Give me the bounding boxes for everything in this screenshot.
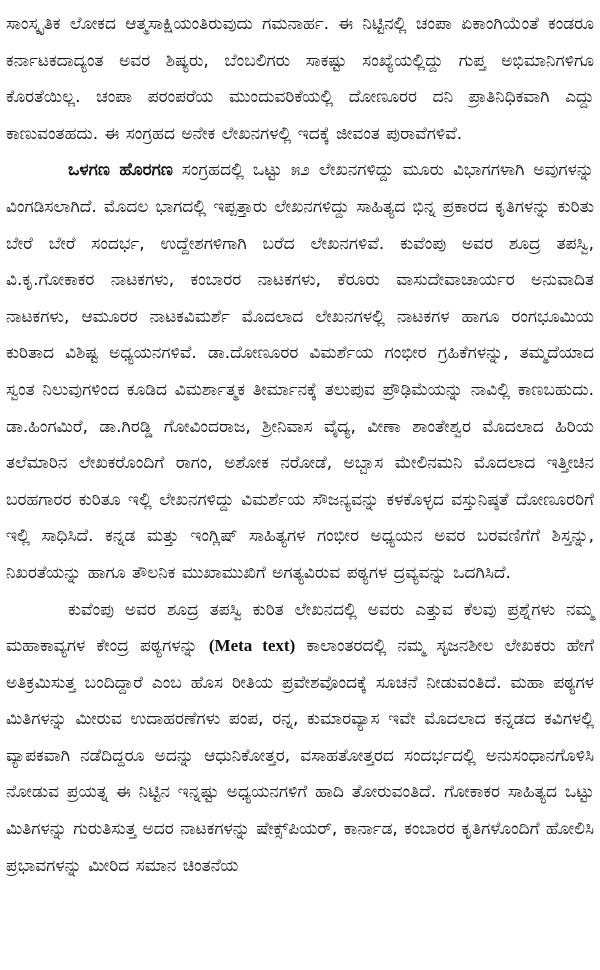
paragraph-3-text-end: ಕಾಲಾಂತರದಲ್ಲಿ ನಮ್ಮ ಸೃಜನಶೀಲ ಲೇಖಕರು ಹೇಗೆ ಅತಿಕ್ರಮಿಸುತ್ತ ಬಂದಿದ್ದಾರೆ ಎಂಬ ಹೊಸ ರೀತಿಯ ಪ್ರವೇಶವೊಂದಕ್ಕೆ ಸೂಚನೆ ನೀಡುವಂತಿದೆ. ಮಹಾ ಪಠ್ಯಗಳ ಮಿತಿಗಳನ್ನು ಮೀರುವ ಉದಾಹರಣೆಗಳು ಪಂಪ, ರನ್ನ, ಕುಮಾರವ್ಯಾಸ ಇವೇ ಮೊದಲಾದ ಕನ್ನಡದ ಕವಿಗಳಲ್ಲಿ ವ್ಯಾಪಕವಾಗಿ ನಡೆದಿದ್ದರೂ ಅದನ್ನು ಆಧುನಿಕೋತ್ತರ, ವಸಾಹತೋತ್ತರದ ಸಂದರ್ಭದಲ್ಲಿ ಅನುಸಂಧಾನಗೊಳಿಸಿ ನೋಡುವ ಪ್ರಯತ್ನ ಈ ನಿಟ್ಟಿನ ಇನ್ನಷ್ಟು ಅಧ್ಯಯನಗಳಿಗೆ ಹಾದಿ ತೋರುವಂತಿದೆ. ಗೋಕಾಕರ ಸಾಹಿತ್ಯದ ಒಟ್ಟು ಮಿತಿಗಳನ್ನು ಗುರುತಿಸುತ್ತ ಅದರ ನಾಟಕಗಳನ್ನು ಷೇಕ್ಸ್‌ಪಿಯರ್, ಕಾರ್ನಾಡ, ಕಂಬಾರರ ಕೃತಿಗಳೊಂದಿಗೆ ಹೋಲಿಸಿ ಪ್ರಭಾವಗಳನ್ನು ಮೀರಿದ ಸಮಾನ ಚಿಂತನೆಯ xyxy=(6,636,594,876)
book-title-reference: ಒಳಗಣ ಹೊರಗಣ xyxy=(68,160,173,181)
paragraph-1-text: ಸಾಂಸ್ಕೃತಿಕ ಲೋಕದ ಆತ್ಮಸಾಕ್ಷಿಯಂತಿರುವುದು ಗಮನಾರ್ಹ. ಈ ನಿಟ್ಟಿನಲ್ಲಿ ಚಂಪಾ ಏಕಾಂಗಿಯೆಂತೆ ಕಂಡರೂ ಕರ್ನಾಟಕದಾದ್ಯಂತ ಅವರ ಶಿಷ್ಯರು, ಬೆಂಬಲಿಗರು ಸಾಕಷ್ಟು ಸಂಖ್ಯೆಯಲ್ಲಿದ್ದು ಗುಪ್ತ ಅಭಿಮಾನಿಗಳಿಗೂ ಕೊರತೆಯಿಲ್ಲ. ಚಂಪಾ ಪರಂಪರೆಯ ಮುಂದುವರಿಕೆಯಲ್ಲಿ ದೋಣೂರರ ದನಿ ಪ್ರಾತಿನಿಧಿಕವಾಗಿ ಎದ್ದು ಕಾಣುವಂತಹದು. ಈ ಸಂಗ್ರಹದ ಅನೇಕ ಲೇಖನಗಳಲ್ಲಿ ಇದಕ್ಕೆ ಜೀವಂತ ಪುರಾವೆಗಳಿವೆ. xyxy=(6,14,594,144)
paragraph-2 xyxy=(6,152,594,591)
paragraph-3 xyxy=(6,592,594,885)
paragraph-3-text-start: ಕುವೆಂಪು ಅವರ ಶೂದ್ರ ತಪಸ್ವಿ ಕುರಿತ ಲೇಖನದಲ್ಲಿ ಅವರು ಎತ್ತುವ ಕೆಲವು ಪ್ರಶ್ನೆಗಳು ನಮ್ಮ ಮಹಾಕಾವ್ಯಗಳ ಕೇಂದ್ರ ಪಠ್ಯಗಳನ್ನು xyxy=(6,599,594,657)
paragraph-1 xyxy=(6,6,594,152)
meta-text-term: (Meta text) xyxy=(208,636,296,656)
paragraph-2-text: ಸಂಗ್ರಹದಲ್ಲಿ ಒಟ್ಟು ೫೨ ಲೇಖನಗಳಿದ್ದು ಮೂರು ವಿಭಾಗಗಳಾಗಿ ಅವುಗಳನ್ನು ವಿಂಗಡಿಸಲಾಗಿದೆ. ಮೊದಲ ಭಾಗದಲ್ಲಿ ಇಪ್ಪತ್ತಾರು ಲೇಖನಗಳಿದ್ದು ಸಾಹಿತ್ಯದ ಭಿನ್ನ ಪ್ರಕಾರದ ಕೃತಿಗಳನ್ನು ಕುರಿತು ಬೇರೆ ಬೇರೆ ಸಂದರ್ಭ, ಉದ್ದೇಶಗಳಿಗಾಗಿ ಬರೆದ ಲೇಖನಗಳಿವೆ. ಕುವೆಂಪು ಅವರ ಶೂದ್ರ ತಪಸ್ವಿ, ವಿ.ಕೃ.ಗೋಕಾಕರ ನಾಟಕಗಳು, ಕಂಬಾರರ ನಾಟಕಗಳು, ಕೆರೂರು ವಾಸುದೇವಾಚಾರ್ಯರ ಅನುವಾದಿತ ನಾಟಕಗಳು, ಆಮೂರರ ನಾಟಕವಿಮರ್ಶೆ ಮೊದಲಾದ ಲೇಖನಗಳಲ್ಲಿ ನಾಟಕಗಳ ಹಾಗೂ ರಂಗಭೂಮಿಯ ಕುರಿತಾದ ವಿಶಿಷ್ಟ ಅಧ್ಯಯನಗಳಿವೆ. ಡಾ.ದೋಣೂರರ ವಿಮರ್ಶೆಯ ಗಂಭೀರ ಗ್ರಹಿಕೆಗಳನ್ನು, ತಮ್ಮದೆಯಾದ ಸ್ವಂತ ನಿಲುವುಗಳಿಂದ ಕೂಡಿದ ವಿಮರ್ಶಾತ್ಮಕ ತೀರ್ಮಾನಕ್ಕೆ ತಲುಪುವ ಪ್ರೌಢಿಮೆಯನ್ನು ನಾವಿಲ್ಲಿ ಕಾಣಬಹುದು. ಡಾ.ಹಿಂಗಮಿರೆ, ಡಾ.ಗಿರಡ್ಡಿ ಗೋವಿಂದರಾಜ, ಶ್ರೀನಿವಾಸ ವೈದ್ಯ, ವೀಣಾ ಶಾಂತೇಶ್ವರ ಮೊದಲಾದ ಹಿರಿಯ ತಲೆಮಾರಿನ ಲೇಖಕರೊಂದಿಗೆ ರಾಗಂ, ಅಶೋಕ ನರೋಡೆ, ಅಬ್ಬಾಸ ಮೇಲಿನಮನಿ ಮೊದಲಾದ ಇತ್ತೀಚಿನ ಬರಹಗಾರರ ಕುರಿತೂ ಇಲ್ಲಿ ಲೇಖನಗಳಿದ್ದು ವಿಮರ್ಶೆಯ ಸೌಜನ್ಯವನ್ನು ಕಳಕೊಳ್ಳದ ವಸ್ತುನಿಷ್ಠತೆ ದೋಣೂರರಿಗೆ ಇಲ್ಲಿ ಸಾಧಿಸಿದೆ. ಕನ್ನಡ ಮತ್ತು ಇಂಗ್ಲಿಷ್ ಸಾಹಿತ್ಯಗಳ ಗಂಭೀರ ಅಧ್ಯಯನ ಅವರ ಬರವಣಿಗೆಗೆ ಶಿಸ್ತನ್ನು, ನಿಖರತೆಯನ್ನು ಹಾಗೂ ತೌಲನಿಕ ಮುಖಾಮುಖಿಗೆ ಅಗತ್ಯವಿರುವ ಪಠ್ಯಗಳ ದ್ರವ್ಯವನ್ನು ಒದಗಿಸಿದೆ. xyxy=(6,160,595,583)
